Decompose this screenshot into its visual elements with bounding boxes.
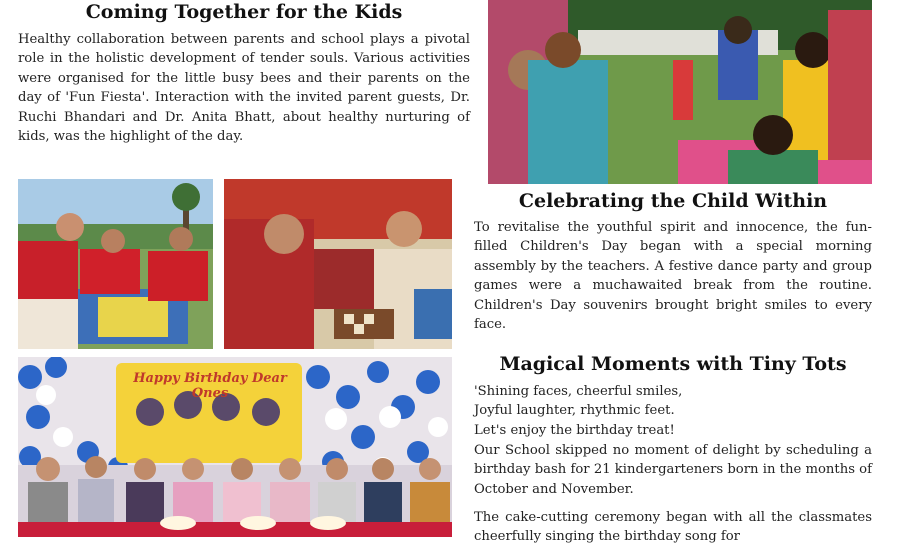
- poem-line: 'Shining faces, cheerful smiles,: [474, 384, 683, 399]
- heading-celebrating-child: Celebrating the Child Within: [518, 190, 828, 212]
- photo-teacher-students: [224, 179, 452, 349]
- poem-line: Joyful laughter, rhythmic feet.: [474, 403, 675, 419]
- paragraph-coming-together: Healthy collaboration between parents and school plays a pivotal role in the holistic development of tender souls. Various activities were organised for the little busy bees and their parents on the day of 'Fun Fiesta'. Interaction with the invited parent guests, Dr. Ruchi Bhandari and Dr. Anita Bhatt, about healthy nurturing of kids, was the highlight of the day.: [18, 32, 470, 145]
- paragraph-cake-cutting: The cake-cutting ceremony began with all the classmates cheerfully singing the birthday song for: [474, 510, 872, 545]
- heading-coming-together: Coming Together for the Kids: [85, 1, 403, 23]
- poem: [474, 382, 872, 440]
- heading-magical-moments: Magical Moments with Tiny Tots: [499, 353, 847, 375]
- paragraph-birthday-bash: Our School skipped no moment of delight by scheduling a birthday bash for 21 kindergarteners born in the months of October and November.: [474, 443, 872, 497]
- photo-teachers-children-outdoor: [488, 0, 872, 184]
- paragraph-childrens-day: To revitalise the youthful spirit and innocence, the fun-filled Children's Day began with a special morning assembly by the teachers. A festive dance party and group games were a muchawaited break from the routine. Children's Day souvenirs brought bright smiles to every face.: [474, 220, 872, 333]
- photo-birthday-celebration: [18, 357, 452, 537]
- photo-students-board-game: [18, 179, 213, 349]
- poem-line: Let's enjoy the birthday treat!: [474, 422, 675, 438]
- birthday-banner-text: Happy Birthday Dear Ones: [133, 371, 287, 401]
